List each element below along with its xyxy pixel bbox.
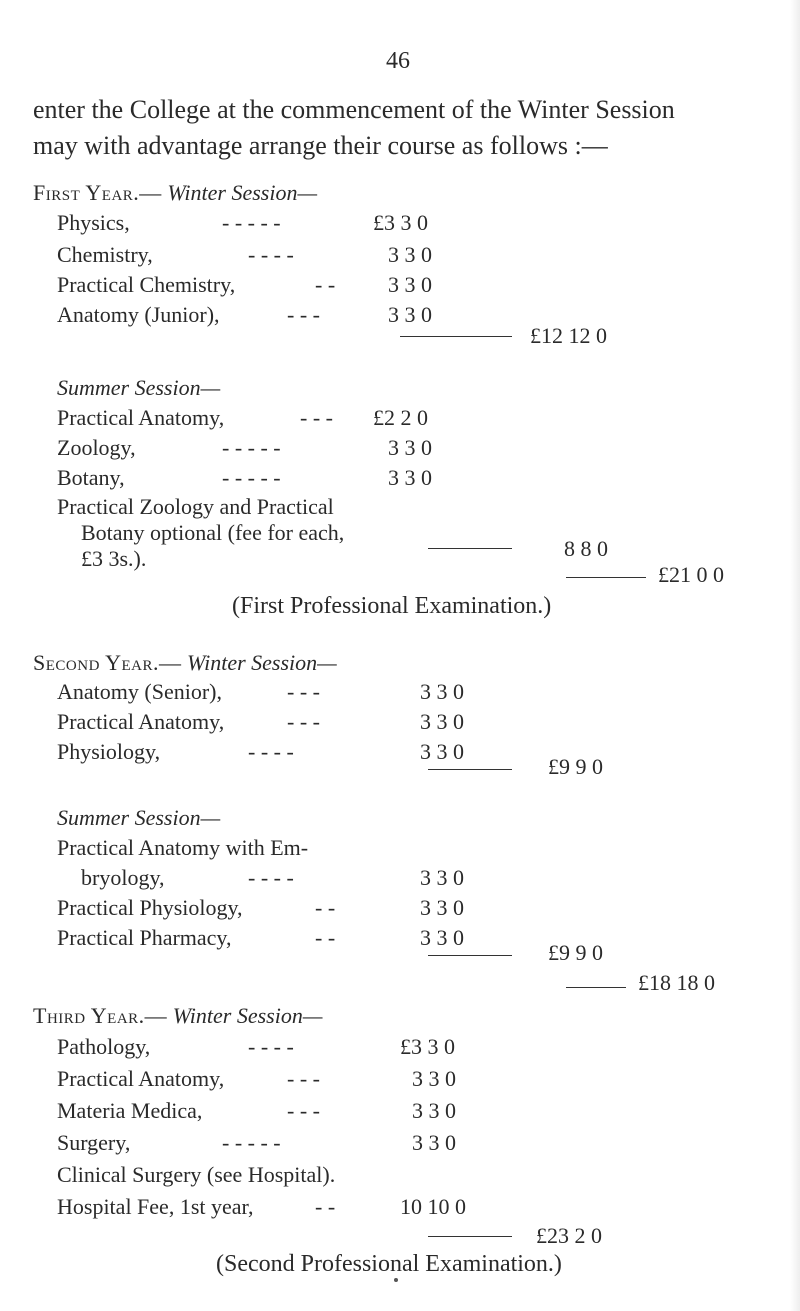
fy-amount-zoology: 3 3 0: [388, 435, 432, 460]
ty-dashes-pathology: - - - -: [248, 1034, 294, 1059]
sy-item-embryology: bryology,: [81, 865, 165, 890]
sy-year-total: £18 18 0: [638, 970, 715, 995]
sy-item-practical-pharmacy: Practical Pharmacy,: [57, 925, 232, 950]
ty-amount-practical-anatomy: 3 3 0: [412, 1066, 456, 1091]
second-year-heading: [33, 650, 337, 676]
fy-year-total: £21 0 0: [658, 562, 724, 587]
fy-item-practical-anatomy: Practical Anatomy,: [57, 405, 225, 430]
sy-item-anatomy-senior: Anatomy (Senior),: [57, 679, 222, 704]
third-year-heading: [33, 1003, 322, 1029]
page-edge-shadow: [790, 0, 800, 1311]
second-year-label: Second Year.—: [33, 650, 182, 675]
ty-amount-hospital-fee: 10 10 0: [400, 1194, 466, 1219]
sy-winter-total: £9 9 0: [548, 754, 603, 779]
ty-dashes-practical-anatomy: - - -: [287, 1066, 320, 1091]
fy-amount-chemistry: 3 3 0: [388, 242, 432, 267]
fy-dashes-practical-chemistry: - -: [315, 272, 336, 297]
sy-dashes-practical-anatomy: - - -: [287, 709, 320, 734]
ty-dashes-hospital-fee: - -: [315, 1194, 336, 1219]
first-professional-exam: (First Professional Examination.): [232, 593, 552, 619]
sy-item-practical-physiology: Practical Physiology,: [57, 895, 243, 920]
sy-summer-session: Summer Session—: [57, 805, 221, 830]
ty-rule: [428, 1236, 512, 1237]
sy-dashes-practical-physiology: - -: [315, 895, 336, 920]
fy-winter-total: £12 12 0: [530, 323, 607, 348]
fy-dashes-physics: - - - - -: [222, 210, 281, 235]
ty-item-materia-medica: Materia Medica,: [57, 1098, 203, 1123]
fy-winter-rule: [400, 336, 512, 337]
sy-winter-rule: [428, 769, 512, 770]
ty-amount-surgery: 3 3 0: [412, 1130, 456, 1155]
sy-dashes-anatomy-senior: - - -: [287, 679, 320, 704]
third-year-winter-session: Winter Session—: [172, 1003, 323, 1028]
fy-item-chemistry: Chemistry,: [57, 242, 153, 267]
sy-dashes-practical-pharmacy: - -: [315, 925, 336, 950]
sy-embryology-line-1: Practical Anatomy with Em-: [57, 835, 309, 860]
sy-amount-physiology: 3 3 0: [420, 739, 464, 764]
sy-amount-practical-physiology: 3 3 0: [420, 895, 464, 920]
page-number: 46: [386, 48, 410, 74]
fy-dashes-practical-anatomy: - - -: [300, 405, 333, 430]
ty-dashes-surgery: - - - - -: [222, 1130, 281, 1155]
fy-amount-botany: 3 3 0: [388, 465, 432, 490]
fy-year-rule: [566, 577, 646, 578]
fy-optional-line-1: Practical Zoology and Practical: [57, 494, 334, 519]
ty-item-surgery: Surgery,: [57, 1130, 131, 1155]
fy-summer-total: 8 8 0: [564, 536, 608, 561]
ty-item-hospital-fee: Hospital Fee, 1st year,: [57, 1194, 254, 1219]
fy-amount-physics: £3 3 0: [373, 210, 428, 235]
sy-amount-practical-pharmacy: 3 3 0: [420, 925, 464, 950]
fy-summer-session: Summer Session—: [57, 375, 221, 400]
sy-item-practical-anatomy: Practical Anatomy,: [57, 709, 225, 734]
fy-amount-practical-chemistry: 3 3 0: [388, 272, 432, 297]
fy-summer-rule: [428, 548, 512, 549]
ty-item-pathology: Pathology,: [57, 1034, 151, 1059]
fy-item-physics: Physics,: [57, 210, 130, 235]
fy-item-zoology: Zoology,: [57, 435, 136, 460]
second-year-winter-session: Winter Session—: [186, 650, 337, 675]
second-professional-exam: (Second Professional Examination.): [216, 1251, 562, 1277]
ty-clinical-surgery: Clinical Surgery (see Hospital).: [57, 1162, 336, 1187]
sy-summer-total: £9 9 0: [548, 940, 603, 965]
ty-dashes-materia-medica: - - -: [287, 1098, 320, 1123]
sy-year-rule: [566, 987, 626, 988]
fy-dashes-anatomy-junior: - - -: [287, 302, 320, 327]
sy-item-physiology: Physiology,: [57, 739, 161, 764]
fy-optional-line-3: £3 3s.).: [81, 546, 147, 571]
sy-dashes-embryology: - - - -: [248, 865, 294, 890]
sy-summer-rule: [428, 955, 512, 956]
fy-dashes-chemistry: - - - -: [248, 242, 294, 267]
sy-amount-practical-anatomy: 3 3 0: [420, 709, 464, 734]
sy-dashes-physiology: - - - -: [248, 739, 294, 764]
ty-item-practical-anatomy: Practical Anatomy,: [57, 1066, 225, 1091]
print-speck: [394, 1278, 398, 1282]
fy-amount-anatomy-junior: 3 3 0: [388, 302, 432, 327]
fy-item-botany: Botany,: [57, 465, 125, 490]
first-year-heading: [33, 180, 317, 206]
ty-amount-pathology: £3 3 0: [400, 1034, 455, 1059]
fy-dashes-zoology: - - - - -: [222, 435, 281, 460]
third-year-label: Third Year.—: [33, 1003, 168, 1028]
intro-line-1: enter the College at the commencement of the Winter Session: [33, 95, 675, 124]
intro-line-2: may with advantage arrange their course as follows :—: [33, 131, 608, 160]
sy-amount-embryology: 3 3 0: [420, 865, 464, 890]
ty-total: £23 2 0: [536, 1223, 602, 1248]
first-year-winter-session: Winter Session—: [167, 180, 318, 205]
sy-amount-anatomy-senior: 3 3 0: [420, 679, 464, 704]
fy-amount-practical-anatomy: £2 2 0: [373, 405, 428, 430]
fy-item-practical-chemistry: Practical Chemistry,: [57, 272, 236, 297]
first-year-label: First Year.—: [33, 180, 162, 205]
ty-amount-materia-medica: 3 3 0: [412, 1098, 456, 1123]
fy-item-anatomy-junior: Anatomy (Junior),: [57, 302, 220, 327]
fy-dashes-botany: - - - - -: [222, 465, 281, 490]
fy-optional-line-2: Botany optional (fee for each,: [81, 520, 345, 545]
